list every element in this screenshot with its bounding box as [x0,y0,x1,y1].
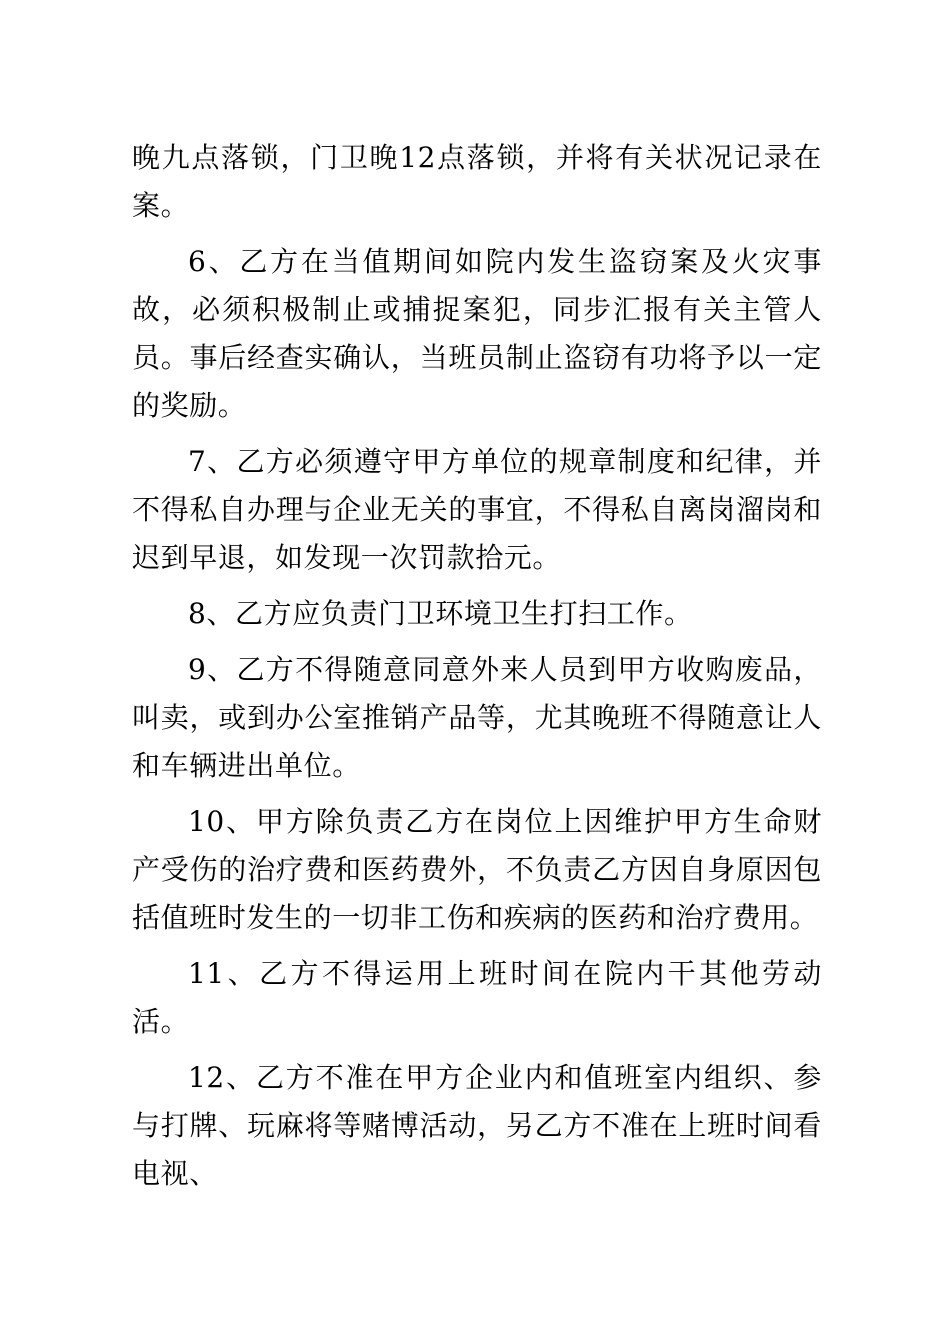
paragraph-item-12: 12、乙方不准在甲方企业内和值班室内组织、参与打牌、玩麻将等赌博活动，另乙方不准在上班时间看电视、 [132,1061,822,1190]
paragraph-item-9: 9、乙方不得随意同意外来人员到甲方收购废品，叫卖，或到办公室推销产品等，尤其晚班不得随意让人和车辆进出单位。 [132,653,822,782]
document-body [132,134,822,1206]
paragraph-item-10: 10、甲方除负责乙方在岗位上因维护甲方生命财产受伤的治疗费和医药费外，不负责乙方因自身原因包括值班时发生的一切非工伤和疾病的医药和治疗费用。 [132,805,822,934]
paragraph-item-7: 7、乙方必须遵守甲方单位的规章制度和纪律，并不得私自办理与企业无关的事宜，不得私自离岗溜岗和迟到早退，如发现一次罚款拾元。 [132,445,822,574]
paragraph-item-6: 6、乙方在当值期间如院内发生盗窃案及火灾事故，必须积极制止或捕捉案犯，同步汇报有关主管人员。事后经查实确认，当班员制止盗窃有功将予以一定的奖励。 [132,245,822,422]
paragraph-item-8: 8、乙方应负责门卫环境卫生打扫工作。 [188,597,693,630]
paragraph-item-11: 11、乙方不得运用上班时间在院内干其他劳动活。 [132,957,822,1038]
paragraph-continuation: 晚九点落锁，门卫晚12点落锁，并将有关状况记录在案。 [132,141,822,222]
